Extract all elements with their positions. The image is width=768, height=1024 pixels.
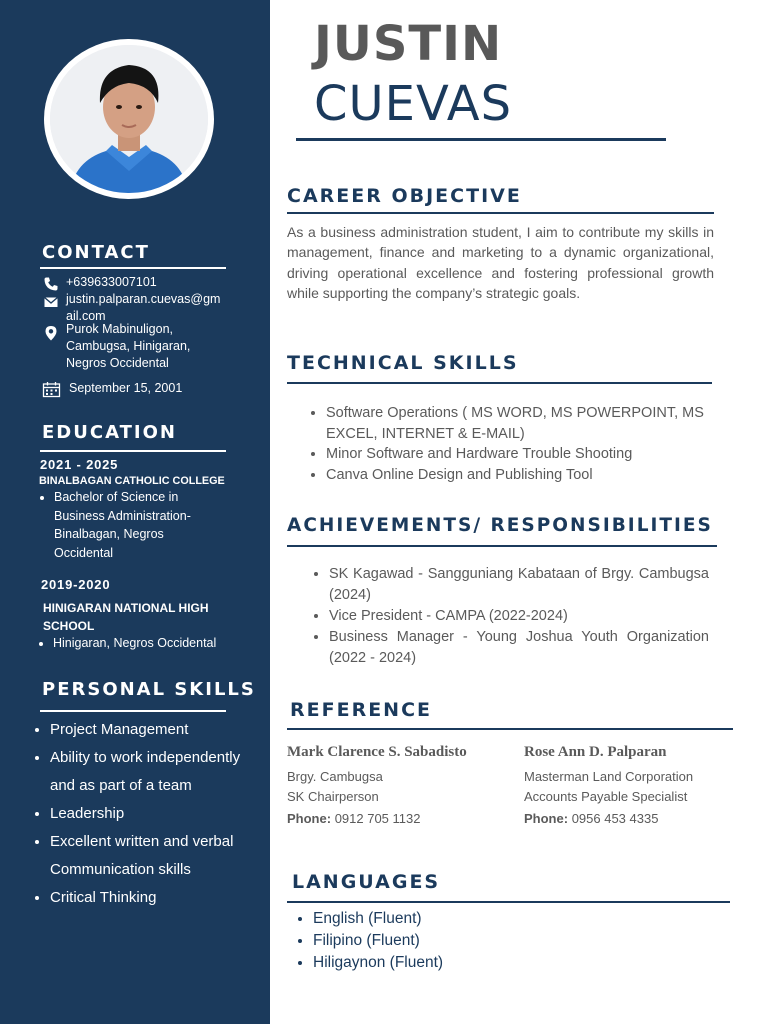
contact-divider — [40, 267, 226, 269]
reference-line: Accounts Payable Specialist — [524, 788, 688, 804]
location-pin-icon — [43, 325, 59, 341]
technical-skills-divider — [287, 382, 712, 384]
last-name: CUEVAS — [314, 76, 513, 132]
person-portrait-icon — [50, 45, 208, 193]
calendar-icon — [42, 381, 61, 398]
profile-photo — [50, 45, 208, 193]
education-years-2: 2019-2020 — [41, 577, 111, 592]
personal-skills-divider — [40, 710, 226, 712]
reference-heading: REFERENCE — [290, 699, 433, 721]
education-divider — [40, 450, 226, 452]
reference-card-2 — [524, 743, 754, 828]
list-item: • Software Operations ( MS WORD, MS POWERPOINT, MS EXCEL, INTERNET & E-MAIL) — [326, 403, 716, 444]
achievements-divider — [287, 545, 717, 547]
technical-skills-list — [326, 403, 716, 485]
languages-list — [313, 908, 613, 974]
achievements-heading: ACHIEVEMENTS/ RESPONSIBILITIES — [287, 515, 713, 536]
career-objective-heading: CAREER OBJECTIVE — [287, 185, 522, 207]
list-item: • Ability to work independently and as part of a team — [50, 744, 250, 800]
sidebar — [0, 0, 270, 1024]
first-name: JUSTIN — [314, 16, 503, 72]
phone-number: 0912 705 1132 — [334, 811, 421, 826]
list-item: • Business Manager - Young Joshua Youth Organization (2022 - 2024) — [329, 627, 709, 669]
education-years-1: 2021 - 2025 — [40, 457, 119, 472]
career-objective-text: As a business administration student, I aim to contribute my skills in management, finance and marketing to a dynamic organizational, driving operational excellence and fostering professional growth while supporting the company’s strategic goals. — [287, 224, 714, 301]
reference-card-1 — [287, 743, 517, 828]
list-item: • Hiligaynon (Fluent) — [313, 952, 613, 974]
list-item: • Critical Thinking — [50, 884, 250, 912]
list-item: • Canva Online Design and Publishing Tool — [326, 465, 716, 486]
achievements-list — [329, 564, 709, 669]
education-school-2: HINIGARAN NATIONAL HIGH SCHOOL — [43, 601, 209, 633]
reference-line: Brgy. Cambugsa — [287, 769, 383, 784]
reference-name: Rose Ann D. Palparan — [524, 744, 667, 760]
reference-line: Masterman Land Corporation — [524, 769, 694, 784]
list-item: • Filipino (Fluent) — [313, 930, 613, 952]
list-item: • English (Fluent) — [313, 908, 613, 930]
phone-icon — [43, 276, 59, 292]
personal-skills-list — [50, 716, 250, 912]
phone-label: Phone: — [287, 811, 332, 826]
languages-heading: LANGUAGES — [292, 871, 441, 893]
list-item: • Minor Software and Hardware Trouble Shooting — [326, 444, 716, 465]
contact-heading: CONTACT — [42, 242, 150, 263]
languages-divider — [287, 901, 730, 903]
list-item: • Excellent written and verbal Communication skills — [50, 828, 250, 884]
reference-phone — [524, 809, 754, 828]
reference-name: Mark Clarence S. Sabadisto — [287, 744, 467, 760]
personal-skills-heading: PERSONAL SKILLS — [42, 679, 256, 700]
reference-line: SK Chairperson — [287, 788, 379, 804]
email-icon — [43, 294, 59, 310]
phone-number: 0956 453 4335 — [571, 811, 659, 826]
list-item: • Vice President - CAMPA (2022-2024) — [329, 606, 709, 627]
education-details-1 — [54, 488, 214, 562]
contact-birthdate: September 15, 2001 — [69, 381, 183, 395]
education-school-1: BINALBAGAN CATHOLIC COLLEGE — [39, 475, 225, 487]
list-item: • Project Management — [50, 716, 250, 744]
name-divider — [296, 138, 666, 141]
contact-email[interactable]: justin.palparan.cuevas@gmail.com — [66, 292, 221, 323]
list-item: • Hinigaran, Negros Occidental — [53, 634, 253, 653]
technical-skills-heading: TECHNICAL SKILLS — [287, 352, 519, 374]
education-heading: EDUCATION — [42, 422, 177, 443]
education-details-2 — [53, 634, 253, 653]
phone-label: Phone: — [524, 811, 569, 826]
contact-phone: +639633007101 — [66, 275, 157, 289]
reference-phone — [287, 809, 517, 828]
list-item: • Leadership — [50, 800, 250, 828]
contact-address: Purok Mabinuligon, Cambugsa, Hinigaran, Negros Occidental — [66, 322, 191, 370]
list-item: • SK Kagawad - Sangguniang Kabataan of Brgy. Cambugsa (2024) — [329, 564, 709, 606]
career-objective-divider — [287, 212, 714, 214]
list-item: • Bachelor of Science in Business Administration- Binalbagan, Negros Occidental — [54, 488, 214, 562]
reference-divider — [287, 728, 733, 730]
